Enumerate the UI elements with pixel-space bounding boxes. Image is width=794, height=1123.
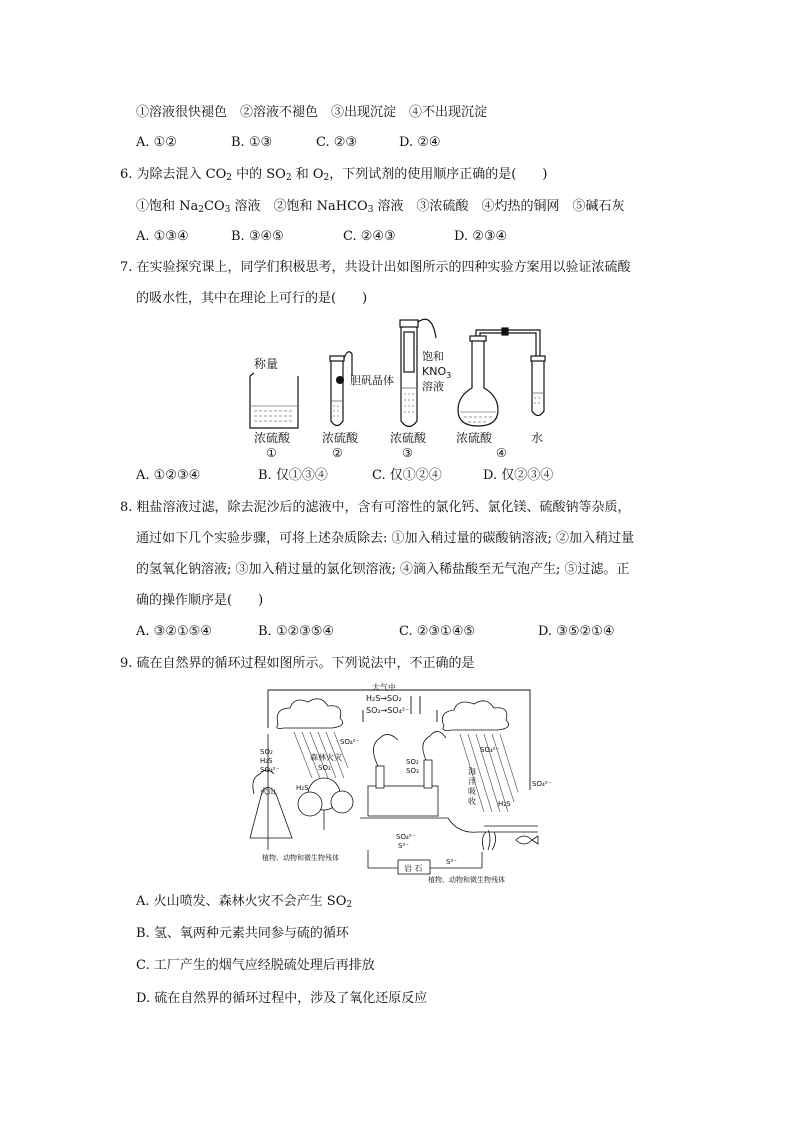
test-tube-3-liquid — [402, 388, 416, 412]
flask-liquid — [460, 412, 496, 422]
seaweed — [482, 830, 495, 850]
forest-fire-label: 森林火灾 — [310, 753, 342, 762]
q9-option-c[interactable]: C. 工厂产生的烟气应经脱硫处理后再排放 — [136, 958, 375, 973]
q7-option-c[interactable]: C. 仅①②④ — [372, 468, 442, 483]
label-saturated: 饱和 — [422, 350, 444, 363]
acid-label-1: 浓硫酸 — [254, 431, 291, 445]
test-tube-2 — [330, 352, 352, 426]
q7-apparatus-figure — [240, 318, 570, 460]
num-label-2: ② — [332, 446, 343, 460]
cloud-left — [277, 699, 343, 729]
q8-option-d[interactable]: D. ③⑤②①④ — [538, 624, 615, 639]
so4-right-label: SO₄²⁻ — [532, 780, 552, 788]
q8-option-c[interactable]: C. ②③①④⑤ — [399, 624, 476, 639]
label-kno3: $KNO_3$ — [422, 365, 452, 380]
q5-statements: ①溶液很快褪色 ②溶液不褪色 ③出现沉淀 ④不出现沉淀 — [136, 105, 488, 120]
forest-fire-so2: SO₂ — [318, 764, 331, 772]
volcano-label: 火山 — [260, 787, 276, 796]
ocean-label-2: 洋 — [468, 777, 476, 786]
acid-label-2: 浓硫酸 — [322, 431, 359, 445]
label-solution: 溶液 — [422, 380, 444, 393]
q9-option-b[interactable]: B. 氢、氧两种元素共同参与硫的循环 — [136, 926, 349, 941]
ocean — [448, 818, 538, 832]
test-tube-2-liquid — [332, 401, 342, 416]
q6-stem: 6. 为除去混入 $CO_2$ 中的 $SO_2$ 和 $O_2$，下列试剂的使用顺序正确的是( ) — [120, 167, 548, 183]
tube-water — [533, 393, 543, 403]
q7-option-b[interactable]: B. 仅①③④ — [258, 468, 328, 483]
volcano-gas-so2: SO₂ — [260, 748, 273, 756]
acid-label-4: 浓硫酸 — [456, 431, 493, 445]
q7-stem-line2: 的吸水性，其中在理论上可行的是( ) — [136, 291, 368, 306]
q6-option-b[interactable]: B. ③④⑤ — [231, 229, 284, 244]
so4-rain-label: SO₄²⁻ — [480, 746, 500, 754]
q8-line2: 通过如下几个实验步骤，可将上述杂质除去: ①加入稍过量的碳酸钠溶液; ②加入稍过量 — [136, 531, 635, 546]
factory-so2: SO₂ — [406, 758, 419, 766]
cloud-right — [442, 701, 508, 731]
num-label-4: ④ — [496, 446, 507, 460]
rock-label: 岩 石 — [404, 864, 423, 873]
volcano — [250, 770, 292, 838]
q6-option-c[interactable]: C. ②④③ — [343, 229, 396, 244]
q9-stem: 9. 硫在自然界的循环过程如图所示。下列说法中，不正确的是 — [120, 656, 475, 671]
q8-line1: 8. 粗盐溶液过滤，除去泥沙后的滤液中，含有可溶性的氯化钙、氯化镁、硫酸钠等杂质， — [120, 500, 631, 515]
q8-option-b[interactable]: B. ①②③⑤④ — [258, 624, 335, 639]
num-label-1: ① — [266, 446, 277, 460]
q7-option-d[interactable]: D. 仅②③④ — [483, 468, 554, 483]
q6-reagents: ①饱和 $Na_2CO_3$ 溶液 ②饱和 NaHCO$_3$ 溶液 ③浓硫酸 ④灼热的铜网 ⑤碱石灰 — [136, 199, 625, 215]
h2s-to-so2: H₂S→SO₂ — [366, 694, 402, 703]
label-weigh: 称量 — [254, 357, 279, 371]
flask-apparatus — [458, 328, 545, 426]
q5-option-d[interactable]: D. ②④ — [399, 135, 441, 150]
soil-so4: SO₄²⁻ — [396, 833, 416, 841]
remains-left-label: 植物、动物和微生物残体 — [262, 854, 339, 862]
sulfur-cycle-figure — [248, 682, 552, 884]
q8-line4: 确的操作顺序是( ) — [136, 593, 264, 608]
q7-option-a[interactable]: A. ①②③④ — [136, 468, 201, 483]
q6-option-a[interactable]: A. ①③④ — [136, 229, 189, 244]
q9-option-a[interactable]: A. 火山喷发、森林火灾不会产生 $SO_2$ — [136, 894, 353, 910]
q7-stem-line1: 7. 在实验探究课上，同学们积极思考，共设计出如图所示的四种实验方案用以验证浓硫酸 — [120, 260, 631, 275]
atmosphere-label: 大气中 — [372, 683, 396, 692]
q5-option-a[interactable]: A. ①② — [136, 135, 177, 150]
factory — [360, 731, 448, 818]
q9-option-d[interactable]: D. 硫在自然界的循环过程中，涉及了氧化还原反应 — [136, 991, 428, 1006]
so4-left-label: SO₄²⁻ — [340, 738, 360, 746]
label-crystal: 胆矾晶体 — [350, 374, 394, 387]
ocean-label-1: 海 — [468, 767, 476, 776]
ocean-label-3: 吸 — [468, 787, 476, 796]
beaker-liquid — [251, 406, 297, 421]
fish — [516, 836, 538, 844]
water-label: 水 — [531, 431, 544, 445]
h2s-left-label: H₂S — [296, 784, 309, 792]
crystal — [336, 376, 344, 384]
volcano-gas-h2s: H₂S — [260, 757, 273, 765]
s2-arrow-label: S²⁻ — [446, 858, 457, 866]
volcano-gas-so4: SO₄²⁻ — [260, 766, 280, 774]
so2-to-so4: SO₂→SO₄²⁻ — [366, 706, 410, 715]
q5-option-c[interactable]: C. ②③ — [316, 135, 358, 150]
q6-option-d[interactable]: D. ②③④ — [454, 229, 508, 244]
q8-line3: 的氢氧化钠溶液; ③加入稍过量的氯化钡溶液; ④滴入稀盐酸至无气泡产生; ⑤过滤。正 — [136, 562, 630, 577]
ocean-label-4: 收 — [468, 797, 476, 806]
acid-label-3: 浓硫酸 — [390, 431, 427, 445]
num-label-3: ③ — [402, 446, 413, 460]
soil-s2: S²⁻ — [398, 842, 409, 850]
h2s-right-label: H₂S — [498, 800, 511, 808]
remains-right-label: 植物、动物和微生物残体 — [428, 876, 505, 884]
factory-so3: SO₃ — [406, 767, 419, 775]
beaker — [250, 373, 298, 428]
q8-option-a[interactable]: A. ③②①⑤④ — [136, 624, 212, 639]
q5-option-b[interactable]: B. ①③ — [231, 135, 273, 150]
